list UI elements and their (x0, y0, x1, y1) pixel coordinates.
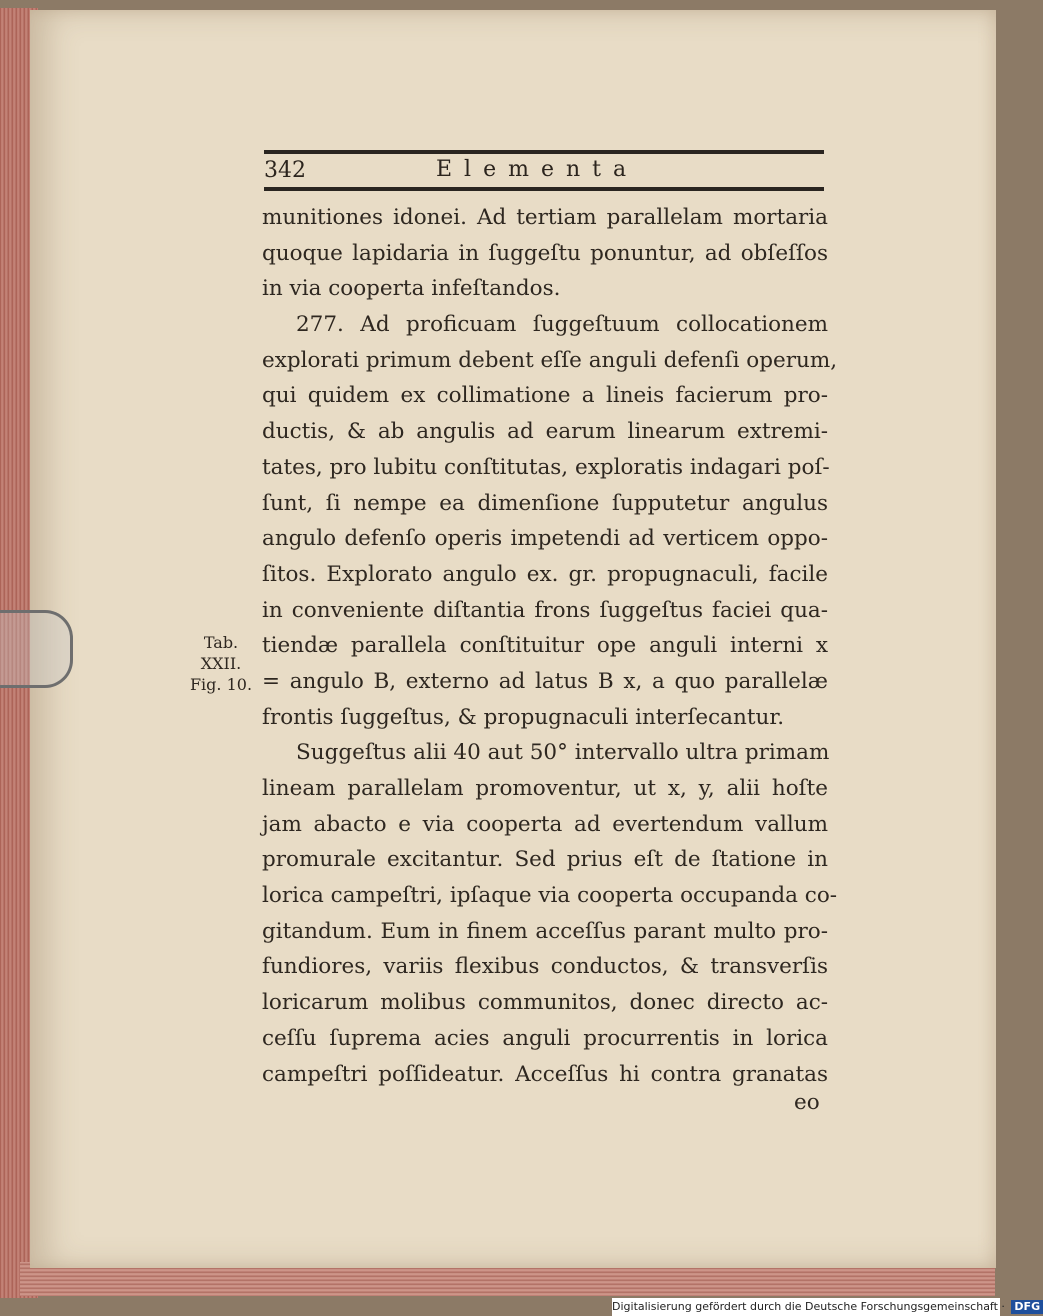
margin-note-number: XXII. (200, 654, 242, 673)
text-line: jam abacto e via cooperta ad evertendum vallum (262, 811, 828, 837)
text-line: frontis ſuggeſtus, & propugnaculi interſecantur. (262, 704, 785, 730)
text-line: ſunt, ſi nempe ea dimenſione ſupputetur angulus (262, 490, 828, 516)
text-line: in conveniente diſtantia frons ſuggeſtus faciei qua- (262, 597, 828, 623)
text-line: lineam parallelam promoventur, ut x, y, alii hoſte (262, 776, 828, 801)
page-number: 342 (264, 158, 306, 183)
margin-note (188, 632, 254, 695)
text-line: angulo defenſo operis impetendi ad verticem oppo- (262, 526, 828, 552)
text-line: ſitos. Explorato angulo ex. gr. propugnaculi, facile (262, 561, 828, 587)
text-line: loricarum molibus communitos, donec directo ac- (262, 990, 828, 1016)
margin-note-figure: Fig. 10. (189, 675, 253, 694)
header-rule-top (264, 150, 824, 154)
text-line: ceſſu ſuprema acies anguli procurrentis in lorica (262, 1025, 828, 1051)
credit-text: Digitalisierung gefördert durch die Deutsche Forschungsgemeinschaft · (612, 1300, 1005, 1313)
text-line: Suggeſtus alii 40 aut 50° intervallo ultra primam (296, 740, 830, 766)
text-line: tates, pro lubitu conſtitutas, exploratis indagari poſ- (262, 454, 830, 480)
catchword: eo (794, 1090, 820, 1115)
digitization-credit (612, 1298, 1041, 1316)
text-line: munitiones idonei. Ad tertiam parallelam mortaria (262, 205, 828, 230)
text-line: lorica campeſtri, ipſaque via cooperta occupanda co- (262, 883, 838, 909)
text-line: promurale excitantur. Sed prius eſt de ſtatione in (262, 847, 828, 873)
text-line: 277. Ad proficuam ſuggeſtuum collocationem (296, 312, 828, 338)
text-line: qui quidem ex collimatione a lineis facierum pro- (262, 383, 828, 409)
margin-note-table: Tab. (203, 633, 239, 652)
text-line: fundiores, variis flexibus conductos, & transverſis (262, 954, 828, 980)
text-line: explorati primum debent eſſe anguli defenſi operum, (262, 347, 838, 373)
running-title: Elementa (436, 157, 639, 182)
text-line: = angulo B, externo ad latus B x, a quo parallelæ (262, 668, 828, 694)
dfg-logo: DFG (1011, 1300, 1043, 1314)
text-line: ductis, & ab angulis ad earum linearum extremi- (262, 419, 828, 445)
text-line: in via cooperta infeſtandos. (262, 276, 561, 302)
text-line: tiendæ parallela conſtituitur ope anguli interni x (262, 633, 828, 659)
body-text (262, 200, 838, 1092)
text-line: campeſtri poſſideatur. Acceſſus hi contra granatas (262, 1061, 828, 1087)
text-line: quoque lapidaria in ſuggeſtu ponuntur, ad obſeſſos (262, 240, 828, 266)
header-rule-bottom (264, 187, 824, 191)
text-line: gitandum. Eum in finem acceſſus parant multo pro- (262, 918, 828, 944)
page-clip (0, 610, 73, 688)
